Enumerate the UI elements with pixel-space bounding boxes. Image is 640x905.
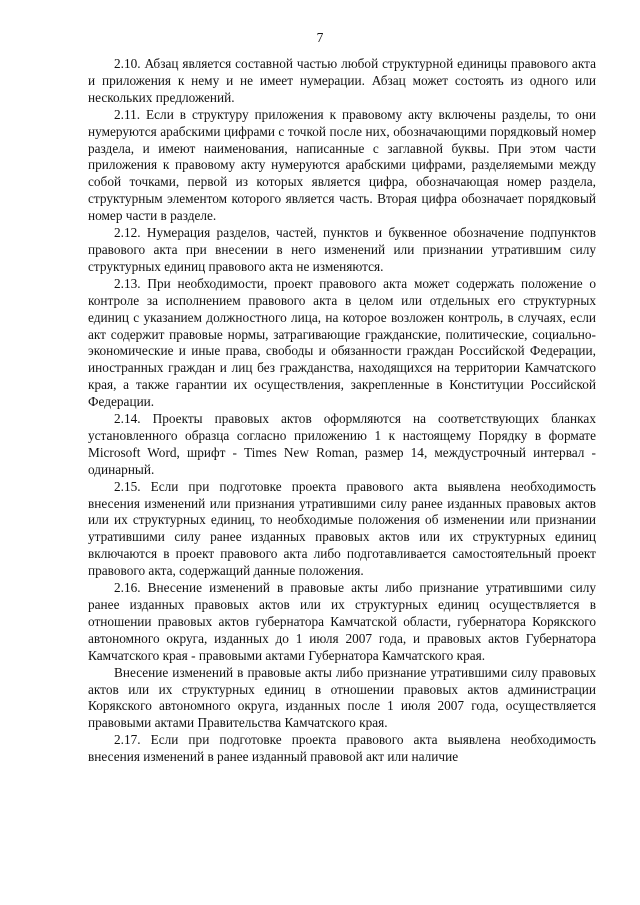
page-number: 7	[316, 30, 324, 45]
paragraph-2-17: 2.17. Если при подготовке проекта правового акта выявлена необходимость внесения изменений в ранее изданный правовой акт или наличие	[88, 732, 596, 765]
paragraph-2-16: 2.16. Внесение изменений в правовые акты либо признание утратившими силу ранее изданных правовых актов или их структурных единиц осуществляется в отношении правовых актов губернатора Камчатской области, губернатора Корякского автономного округа, изданных до 1 июля 2007 года, и правовых актов Губернатора Камчатского края - правовыми актами Губернатора Камчатского края.	[88, 580, 596, 663]
paragraph-2-16-continued: Внесение изменений в правовые акты либо признание утратившими силу правовых актов или их структурных единиц в отношении правовых актов администрации Корякского автономного округа, изданных после 1 июля 2007 года, осуществляется правовыми актами Правительства Камчатского края.	[88, 664, 596, 731]
document-body	[88, 56, 596, 766]
paragraph-2-10: 2.10. Абзац является составной частью любой структурной единицы правового акта и приложения к нему и не имеет нумерации. Абзац может состоять из одного или нескольких предложений.	[88, 56, 596, 105]
paragraph-2-15: 2.15. Если при подготовке проекта правового акта выявлена необходимость внесения изменений или признания утратившими силу ранее изданных правовых актов или их структурных единиц, то необходимые положения об изменении или признании утратившими силу ранее изданных правовых актов или их структурных единиц включаются в проект правового акта либо подготавливается самостоятельный проект правового акта, содержащий данные положения.	[88, 478, 596, 579]
paragraph-2-13: 2.13. При необходимости, проект правового акта может содержать положение о контроле за исполнением правового акта в целом или отдельных его структурных единиц с указанием должностного лица, на которое возложен контроль, в случаях, если акт содержит правовые нормы, затрагивающие гражданские, политические, социально-экономические и иные права, свободы и обязанности граждан Российской Федерации, иностранных граждан и лиц без гражданства, находящихся на территории Камчатского края, а также гарантии их осуществления, закрепленные в Конституции Российской Федерации.	[88, 275, 596, 410]
paragraph-2-12: 2.12. Нумерация разделов, частей, пунктов и буквенное обозначение подпунктов правового акта при внесении в него изменений или признании утратившим силу структурных единиц правового акта не изменяются.	[88, 225, 596, 274]
paragraph-2-14: 2.14. Проекты правовых актов оформляются на соответствующих бланках установленного образца согласно приложению 1 к настоящему Порядку в формате Microsoft Word, шрифт - Times New Roman, размер 14, междустрочный интервал - одинарный.	[88, 411, 596, 477]
paragraph-2-11: 2.11. Если в структуру приложения к правовому акту включены разделы, то они нумеруются арабскими цифрами с точкой после них, обозначающими порядковый номер раздела, и имеют наименования, написанные с заглавной буквы. При этом части приложения к правовому акту нумеруются арабскими цифрами, разделяемыми между собой точками, первой из которых является цифра, обозначающая номер раздела, структурным элементом которого является часть. Вторая цифра обозначает порядковый номер части в разделе.	[88, 106, 596, 224]
